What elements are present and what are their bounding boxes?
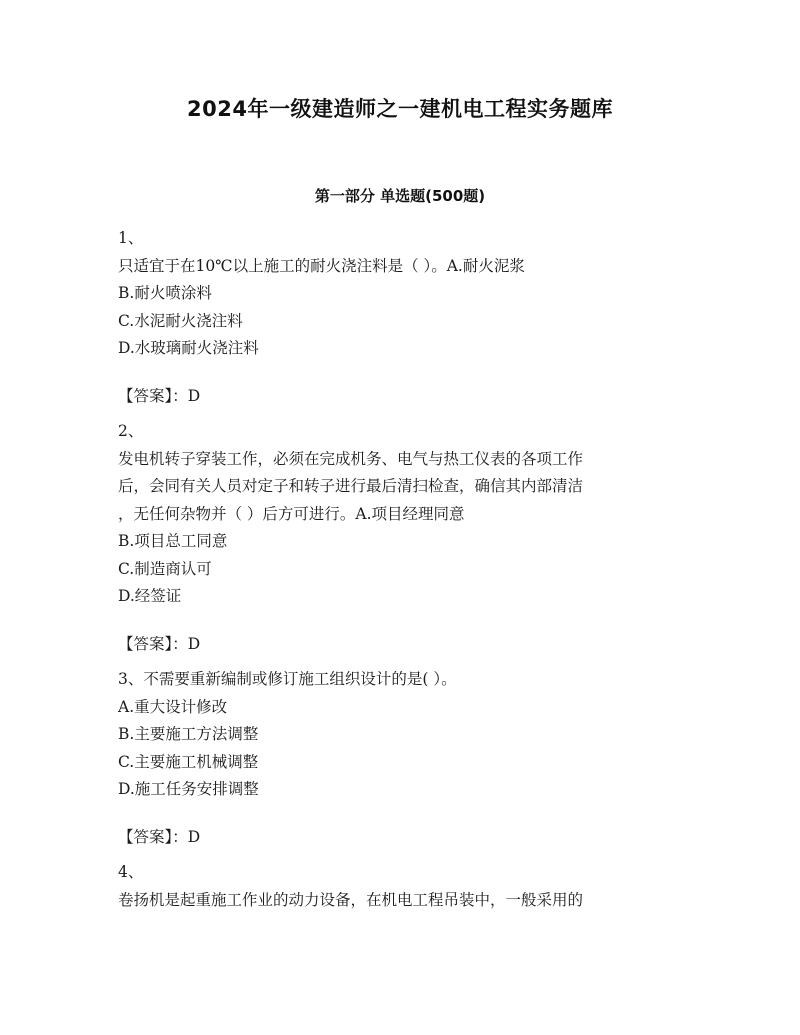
option-d: D.水玻璃耐火浇注料	[118, 339, 259, 357]
question-2	[118, 418, 678, 658]
question-stem-line-3: ，无任何杂物并（ ）后方可进行。A.项目经理同意	[118, 504, 465, 523]
option-c: C.主要施工机械调整	[118, 752, 259, 771]
question-stem-line-2: 后，会同有关人员对定子和转子进行最后清扫检查，确信其内部清洁	[118, 477, 584, 495]
option-a: A.重大设计修改	[118, 697, 228, 716]
option-b: B.耐火喷涂料	[118, 284, 212, 302]
question-number: 2、	[118, 422, 144, 440]
document-title: 2024年一级建造师之一建机电工程实务题库	[187, 97, 613, 121]
section-title: 第一部分 单选题(500题)	[314, 187, 486, 205]
option-d: D.经签证	[118, 587, 182, 605]
question-list	[118, 225, 678, 914]
question-number: 4、	[118, 863, 144, 881]
option-c: C.水泥耐火浇注料	[118, 311, 243, 330]
option-b: B.主要施工方法调整	[118, 725, 259, 743]
question-stem: 卷扬机是起重施工作业的动力设备，在机电工程吊装中，一般采用的	[118, 890, 584, 909]
question-stem: 3、不需要重新编制或修订施工组织设计的是( ）。	[118, 670, 457, 688]
option-c: C.制造商认可	[118, 559, 212, 578]
question-number: 1、	[118, 229, 144, 247]
question-3	[118, 666, 678, 851]
option-b: B.项目总工同意	[118, 532, 228, 550]
question-1	[118, 225, 678, 410]
question-4	[118, 859, 678, 914]
answer-label: 【答案】：D	[118, 634, 201, 653]
option-d: D.施工任务安排调整	[118, 780, 259, 798]
answer-label: 【答案】：D	[118, 386, 201, 405]
answer-label: 【答案】：D	[118, 827, 201, 846]
question-stem: 只适宜于在10℃以上施工的耐火浇注料是（ ）。A.耐火泥浆	[118, 256, 525, 275]
question-stem-line-1: 发电机转子穿装工作，必须在完成机务、电气与热工仪表的各项工作	[118, 449, 584, 468]
